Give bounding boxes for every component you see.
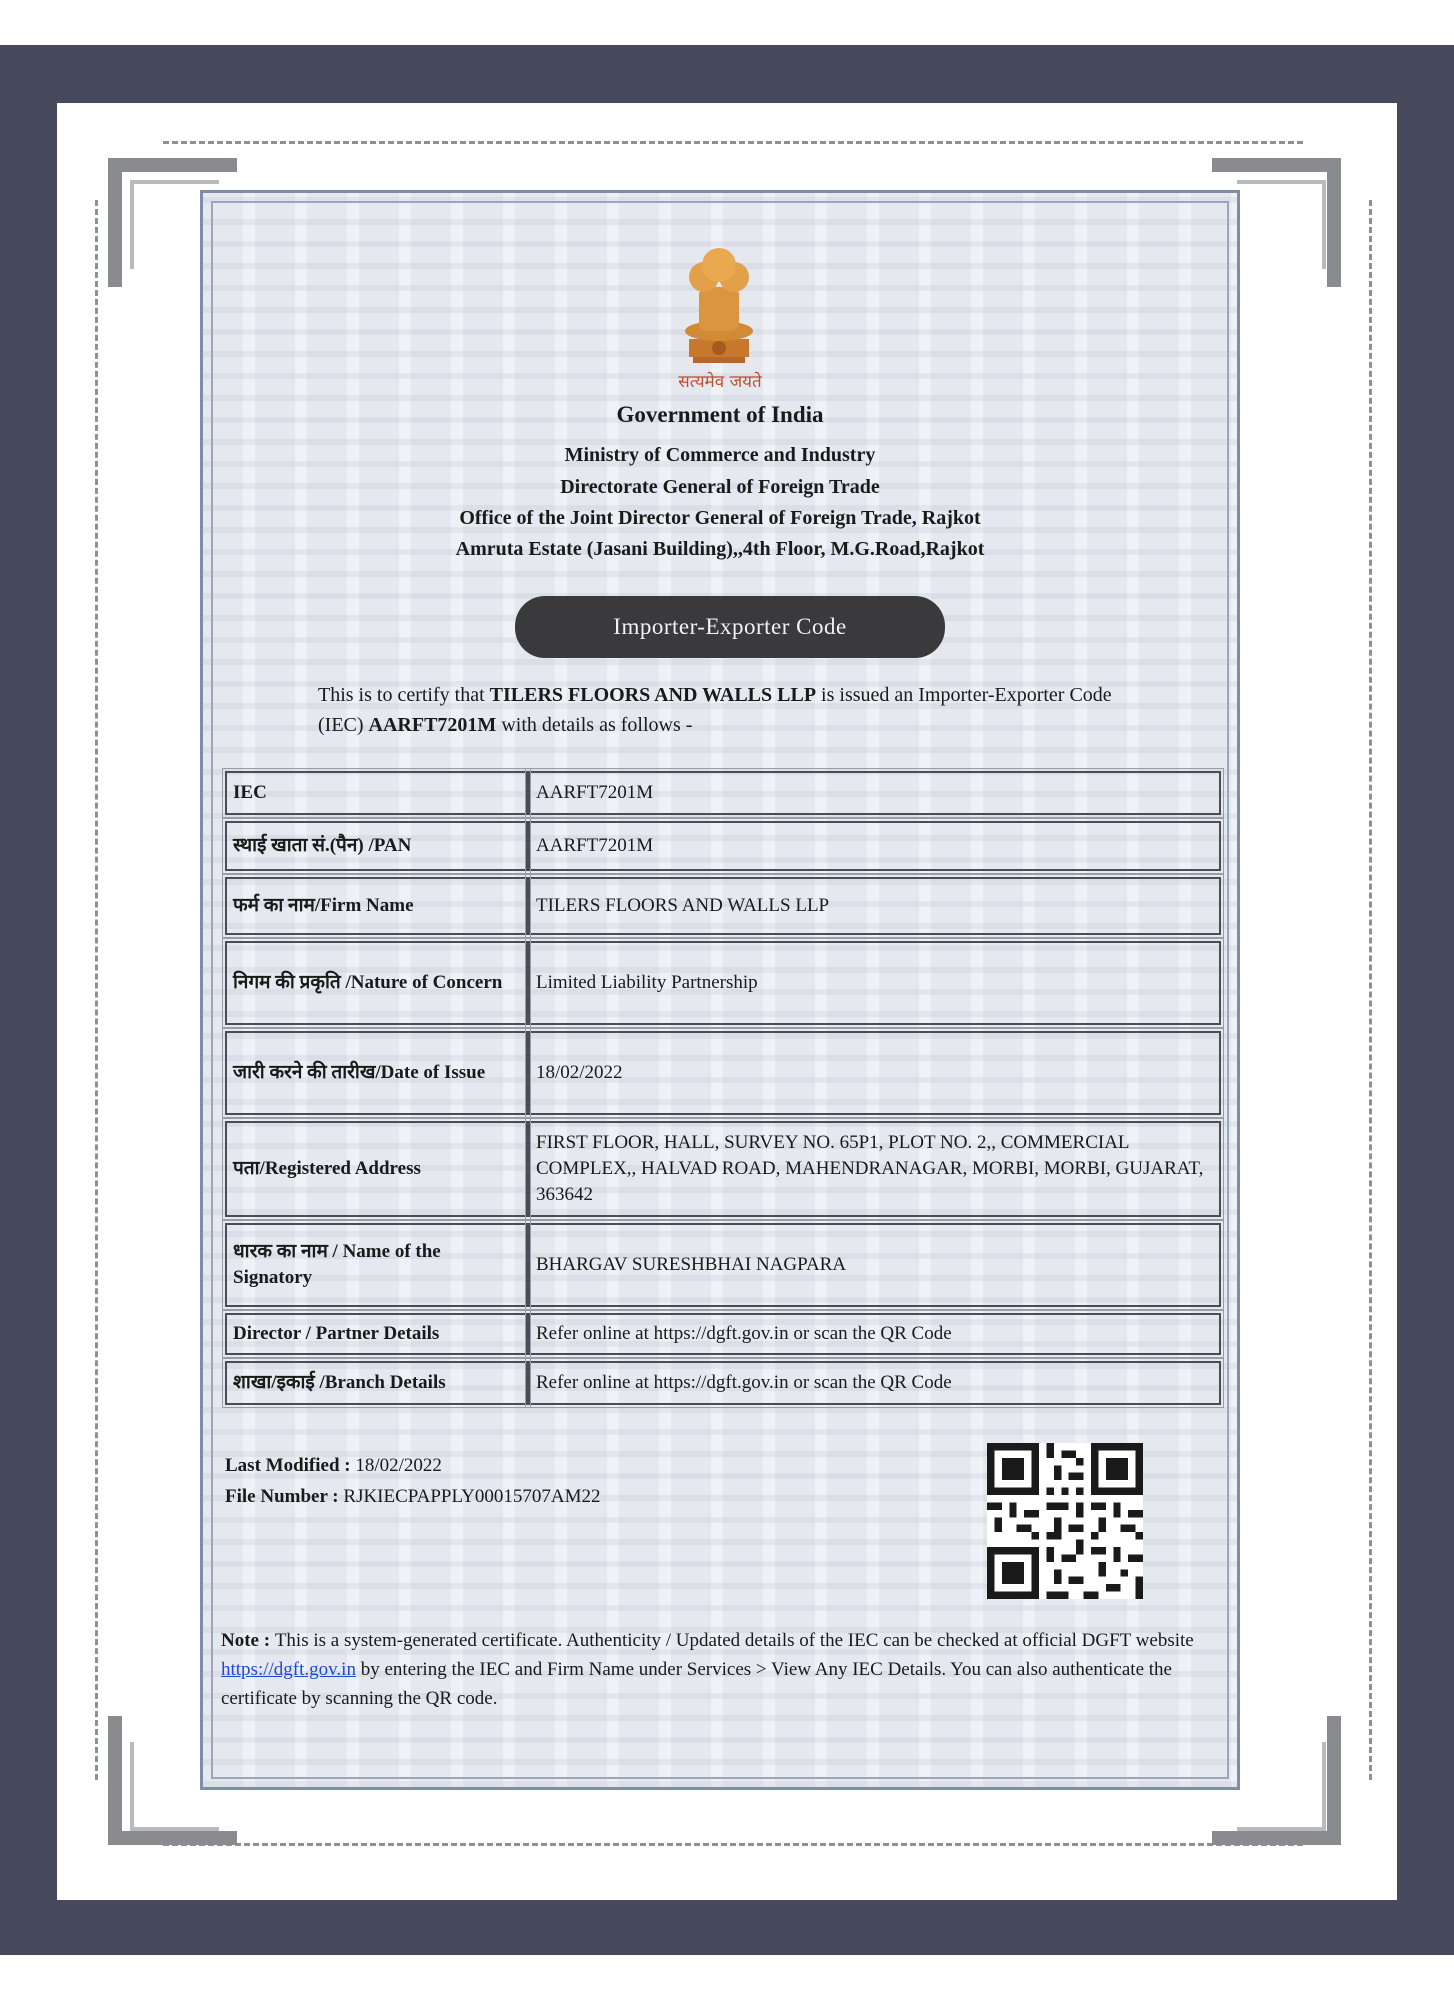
certify-statement bbox=[318, 680, 1138, 740]
note-text-2: by entering the IEC and Firm Name under Services > View Any IEC Details. You can also authenticate the certificate by scanning the QR code. bbox=[221, 1659, 1172, 1709]
row-value: AARFT7201M bbox=[528, 771, 1221, 815]
row-label: Director / Partner Details bbox=[225, 1313, 528, 1355]
table-row bbox=[225, 1313, 1221, 1355]
certify-iec: AARFT7201M bbox=[368, 714, 497, 736]
dgft-website-link[interactable]: https://dgft.gov.in bbox=[221, 1659, 356, 1680]
row-label: शाखा/इकाई /Branch Details bbox=[225, 1361, 528, 1405]
header-office: Office of the Joint Director General of Foreign Trade, Rajkot bbox=[459, 507, 981, 529]
note-label: Note : bbox=[221, 1630, 275, 1651]
row-label: जारी करने की तारीख/Date of Issue bbox=[225, 1031, 528, 1115]
document-title: Importer-Exporter Code bbox=[515, 596, 945, 658]
row-value: TILERS FLOORS AND WALLS LLP bbox=[528, 877, 1221, 935]
details-table bbox=[225, 765, 1221, 1411]
row-value: Limited Liability Partnership bbox=[528, 941, 1221, 1025]
header-government: Government of India bbox=[616, 402, 824, 427]
qr-code-icon[interactable] bbox=[987, 1443, 1143, 1599]
row-label: फर्म का नाम/Firm Name bbox=[225, 877, 528, 935]
header-ministry: Ministry of Commerce and Industry bbox=[564, 444, 876, 466]
row-value: AARFT7201M bbox=[528, 821, 1221, 871]
row-value: 18/02/2022 bbox=[528, 1031, 1221, 1115]
file-number-label: File Number : bbox=[225, 1486, 344, 1507]
certify-firm-name: TILERS FLOORS AND WALLS LLP bbox=[489, 684, 817, 706]
row-value: Refer online at https://dgft.gov.in or scan the QR Code bbox=[528, 1313, 1221, 1355]
file-number bbox=[225, 1486, 601, 1508]
table-row bbox=[225, 1223, 1221, 1307]
table-row bbox=[225, 1361, 1221, 1405]
row-label: स्थाई खाता सं.(पैन) /PAN bbox=[225, 821, 528, 871]
row-value: FIRST FLOOR, HALL, SURVEY NO. 65P1, PLOT NO. 2,, COMMERCIAL COMPLEX,, HALVAD ROAD, MAHENDRANAGAR, MORBI, MORBI, GUJARAT, 363642 bbox=[528, 1121, 1221, 1217]
last-modified-label: Last Modified : bbox=[225, 1455, 356, 1476]
row-label: निगम की प्रकृति /Nature of Concern bbox=[225, 941, 528, 1025]
certificate bbox=[200, 190, 1240, 1790]
dashed-border-right bbox=[1369, 200, 1372, 1780]
table-row bbox=[225, 877, 1221, 935]
certify-middle: is issued an Importer-Exporter Code (IEC) bbox=[318, 684, 1112, 736]
table-row bbox=[225, 1121, 1221, 1217]
certify-prefix: This is to certify that bbox=[318, 684, 490, 706]
certify-suffix: with details as follows - bbox=[496, 714, 693, 736]
row-label: पता/Registered Address bbox=[225, 1121, 528, 1217]
state-emblem-icon bbox=[669, 239, 769, 369]
emblem-motto: सत्यमेव जयते bbox=[678, 372, 762, 392]
table-row bbox=[225, 941, 1221, 1025]
last-modified bbox=[225, 1455, 442, 1477]
note-text bbox=[221, 1626, 1206, 1713]
table-row bbox=[225, 1031, 1221, 1115]
row-label: धारक का नाम / Name of the Signatory bbox=[225, 1223, 528, 1307]
header-address: Amruta Estate (Jasani Building),,4th Floor, M.G.Road,Rajkot bbox=[455, 538, 985, 560]
header-directorate: Directorate General of Foreign Trade bbox=[560, 476, 880, 498]
corner-inner-bottom-right bbox=[1237, 1742, 1326, 1831]
table-row bbox=[225, 821, 1221, 871]
dashed-border-top bbox=[163, 141, 1303, 144]
last-modified-value: 18/02/2022 bbox=[355, 1455, 442, 1476]
dashed-border-bottom bbox=[163, 1843, 1303, 1846]
row-label: IEC bbox=[225, 771, 528, 815]
row-value: Refer online at https://dgft.gov.in or scan the QR Code bbox=[528, 1361, 1221, 1405]
corner-inner-top-right bbox=[1237, 180, 1326, 269]
note-text-1: This is a system-generated certificate. Authenticity / Updated details of the IEC can be checked at official DGFT website bbox=[274, 1630, 1194, 1651]
table-row bbox=[225, 771, 1221, 815]
row-value: BHARGAV SURESHBHAI NAGPARA bbox=[528, 1223, 1221, 1307]
dashed-border-left bbox=[95, 200, 98, 1780]
file-number-value: RJKIECPAPPLY00015707AM22 bbox=[343, 1486, 601, 1507]
